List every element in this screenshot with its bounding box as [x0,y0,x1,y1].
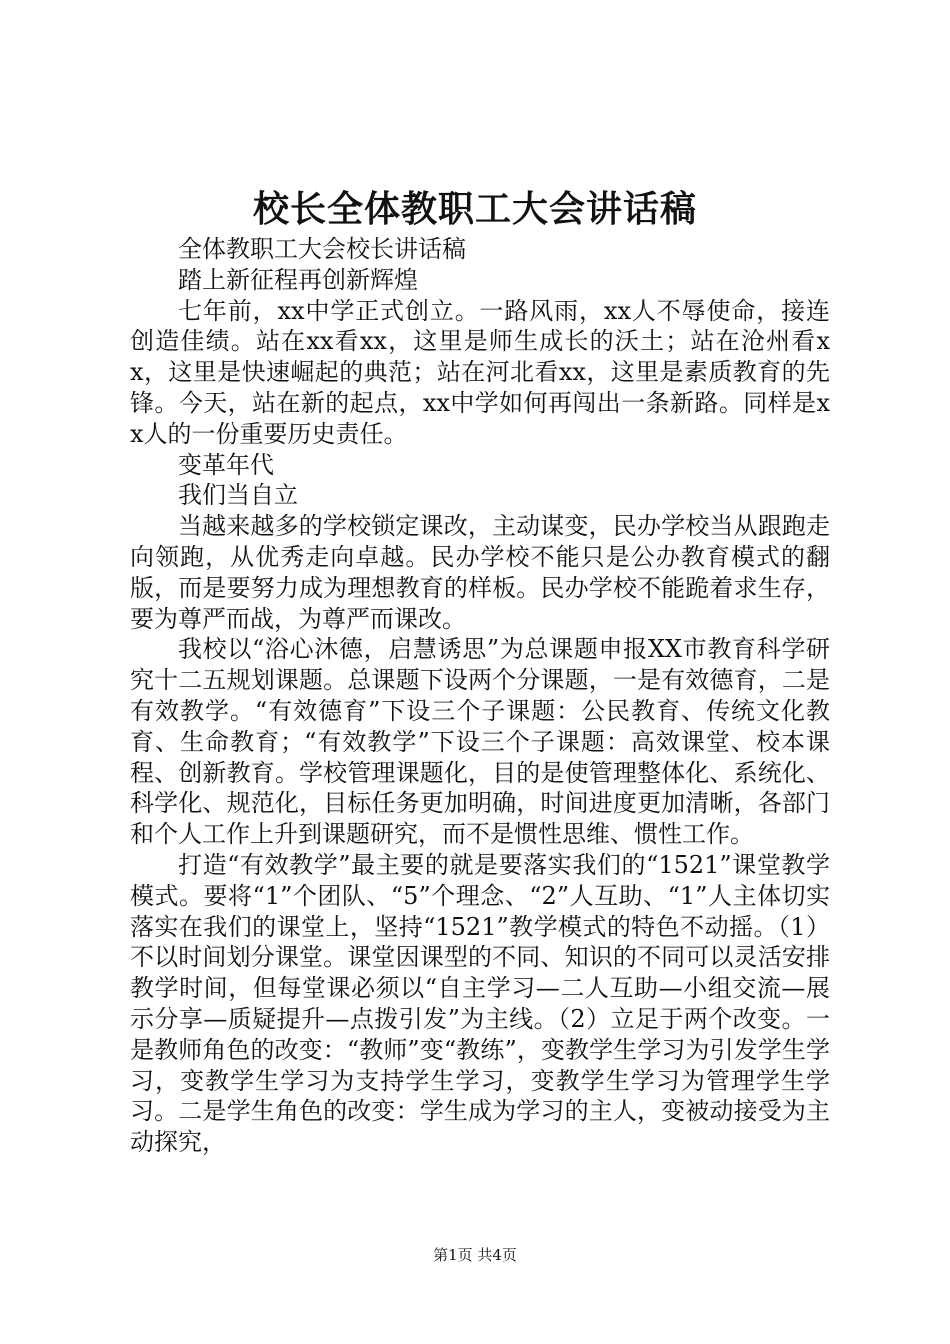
document-title: 校长全体教职工大会讲话稿 [252,188,697,230]
document-body [130,234,830,1158]
body-paragraph: 打造“有效教学”最主要的就是要落实我们的“1521”课堂教学模式。要将“1”个团队、“5”个理念、“2”人互助、“1”人主体切实落实在我们的课堂上，坚持“1521”教学模式的特色不动摇。（1）不以时间划分课堂。课堂因课型的不同、知识的不同可以灵活安排教学时间，但每堂课必须以“自主学习—二人互助—小组交流—展示分享—质疑提升—点拨引发”为主线。（2）立足于两个改变。一是教师角色的改变：“教师”变“教练”，变教学生学习为引发学生学习，变教学生学习为支持学生学习，变教学生学习为管理学生学习。二是学生角色的改变：学生成为学习的主人，变被动接受为主动探究， [130,850,830,1157]
body-paragraph: 我校以“浴心沐德，启慧诱思”为总课题申报XX市教育科学研究十二五规划课题。总课题下设两个分课题，一是有效德育，二是有效教学。“有效德育”下设三个子课题：公民教育、传统文化教育、生命教育；“有效教学”下设三个子课题：高效课堂、校本课程、创新教育。学校管理课题化，目的是使管理整体化、系统化、科学化、规范化，目标任务更加明确，时间进度更加清晰，各部门和个人工作上升到课题研究，而不是惯性思维、惯性工作。 [130,635,830,849]
heading-paragraph: 我们当自立 [178,481,298,510]
body-paragraph: 当越来越多的学校锁定课改，主动谋变，民办学校当从跟跑走向领跑，从优秀走向卓越。民办学校不能只是公办教育模式的翻版，而是要努力成为理想教育的样板。民办学校不能跪着求生存，要为尊严而战，为尊严而课改。 [130,512,830,633]
subtitle-paragraph: 全体教职工大会校长讲话稿 [178,235,466,263]
heading-paragraph: 踏上新征程再创新辉煌 [178,265,418,294]
page-number-footer: 第1页 共4页 [433,1246,517,1264]
body-paragraph: 七年前，xx中学正式创立。一路风雨，xx人不辱使命，接连创造佳绩。站在xx看xx，这里是师生成长的沃土；站在沧州看xx，这里是快速崛起的典范；站在河北看xx，这里是素质教育的先锋。今天，站在新的起点，xx中学如何再闯出一条新路。同样是xx人的一份重要历史责任。 [130,296,830,448]
heading-paragraph: 变革年代 [178,450,274,479]
